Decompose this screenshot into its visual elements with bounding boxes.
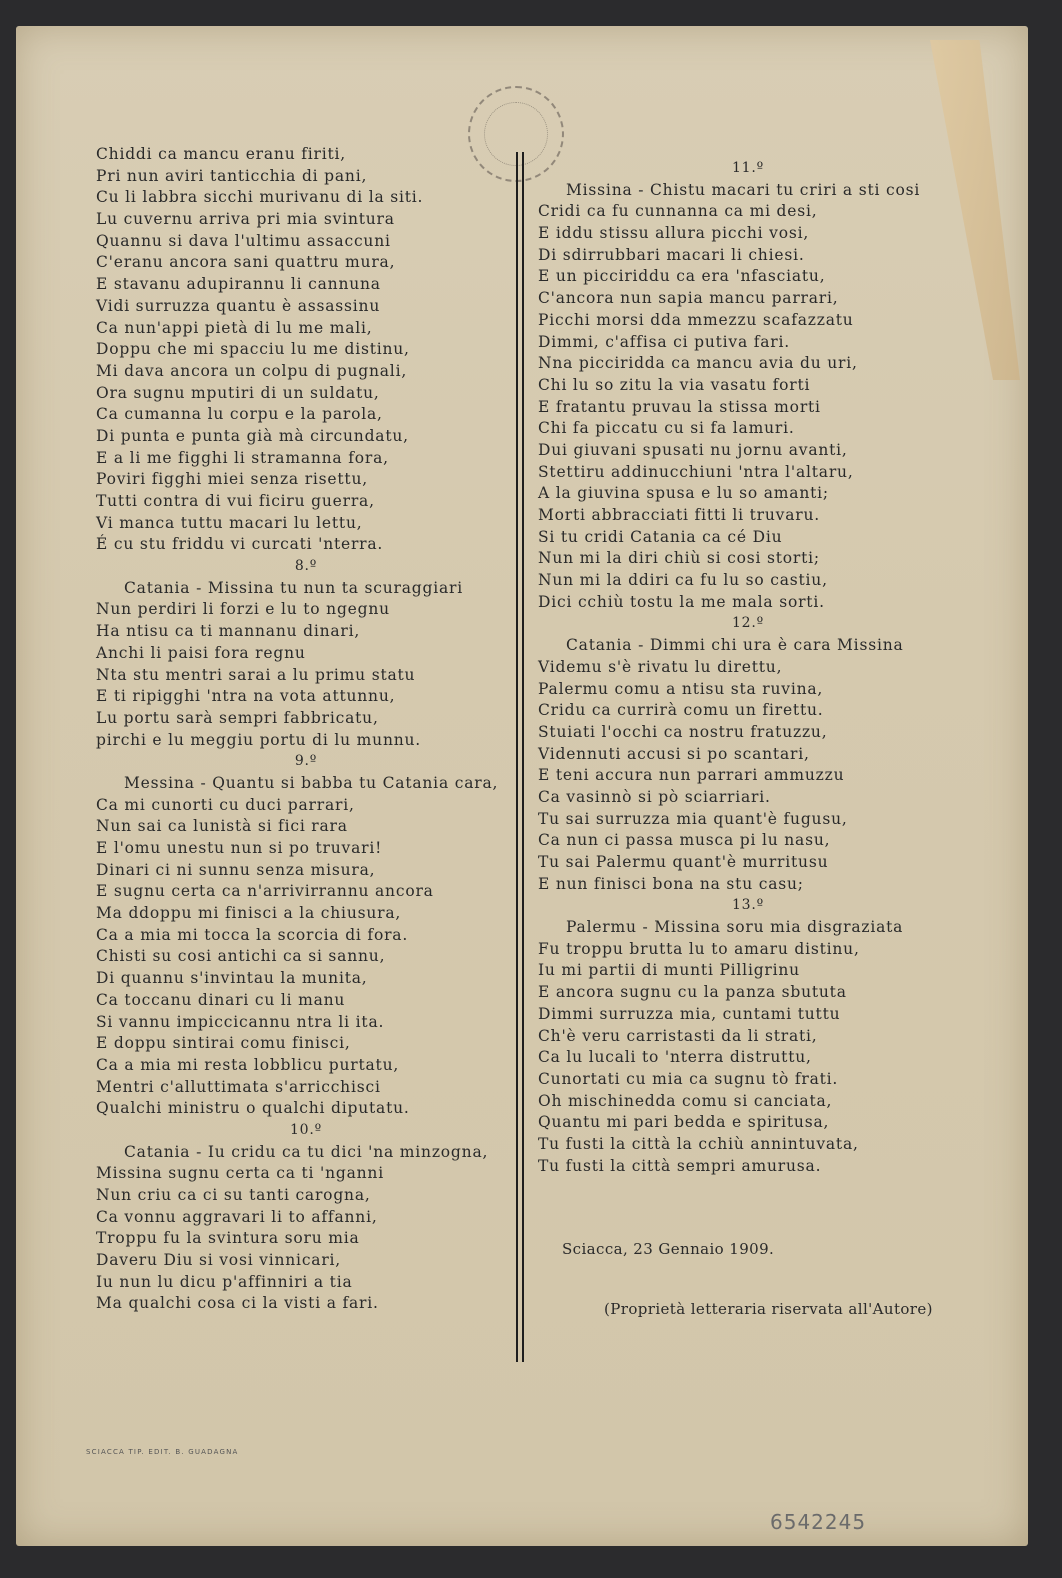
verse-line: E teni accura nun parrari ammuzzu xyxy=(538,766,845,785)
verse-line: E stavanu adupirannu li cannuna xyxy=(96,275,381,294)
verse-line: E nun finisci bona na stu casu; xyxy=(538,874,804,893)
stanza-12 xyxy=(538,635,958,895)
place-date: Sciacca, 23 Gennaio 1909. xyxy=(562,1240,775,1258)
left-column xyxy=(96,144,516,1315)
verse-line: Ca vonnu aggravari li to affanni, xyxy=(96,1207,378,1226)
verse-line: Ca lu lucali to 'nterra distruttu, xyxy=(538,1048,812,1067)
stanza-number: 10.º xyxy=(289,1121,323,1138)
verse-line: Chisti su cosi antichi ca si sannu, xyxy=(96,947,386,966)
verse-line: Nun mi la diri chiù si cosi storti; xyxy=(538,549,820,568)
verse-line: É cu stu friddu vi curcati 'nterra. xyxy=(96,535,384,554)
verse-line: Qualchi ministru o qualchi diputatu. xyxy=(96,1099,410,1118)
verse-line: Nta stu mentri sarai a lu primu statu xyxy=(96,665,416,684)
stanza-8 xyxy=(96,578,516,752)
verse-line: C'eranu ancora sani quattru mura, xyxy=(96,253,396,272)
verse-line: Tutti contra di vui ficiru guerra, xyxy=(96,492,375,510)
verse-line: Chi fa piccatu cu si fa lamuri. xyxy=(538,419,795,438)
verse-line: E a li me figghi li stramanna fora, xyxy=(96,448,389,467)
verse-line: pirchi e lu meggiu portu di lu munnu. xyxy=(96,730,422,749)
verse-line: A la giuvina spusa e lu so amanti; xyxy=(538,484,829,503)
verse-line: Missina sugnu certa ca ti 'nganni xyxy=(96,1164,384,1183)
stanza-number: 11.º xyxy=(731,160,765,176)
verse-line: Dinari ci ni sunnu senza misura, xyxy=(96,860,376,879)
verse-line: Mentri c'alluttimata s'arricchisci xyxy=(96,1077,381,1096)
verse-line: Catania - Missina tu nun ta scuraggiari xyxy=(124,578,463,597)
verse-line: Anchi li paisi fora regnu xyxy=(96,643,306,662)
verse-line: Ca nun'appi pietà di lu me mali, xyxy=(96,318,373,337)
verse-line: Cridu ca currirà comu un firettu. xyxy=(538,701,824,720)
verse-line: Fu troppu brutta lu to amaru distinu, xyxy=(538,939,860,958)
verse-line: Catania - Dimmi chi ura è cara Missina xyxy=(566,636,904,655)
verse-line: Ha ntisu ca ti mannanu dinari, xyxy=(96,622,361,641)
verse-line: Vi manca tuttu macari lu lettu, xyxy=(96,513,363,532)
verse-line: Ch'è veru carristasti da li strati, xyxy=(538,1026,818,1045)
verse-line: Ora sugnu mputiri di un suldatu, xyxy=(96,383,380,402)
verse-line: Dimmi surruzza mia, cuntami tuttu xyxy=(538,1004,841,1023)
verse-line: Ma ddoppu mi finisci a la chiusura, xyxy=(96,904,402,923)
verse-line: Mi dava ancora un colpu di pugnali, xyxy=(96,361,408,380)
verse-line: Ca a mia mi resta lobblicu purtatu, xyxy=(96,1055,400,1074)
verse-line: Iu nun lu dicu p'affinniri a tia xyxy=(96,1272,353,1291)
verse-line: Quantu mi pari bedda e spiritusa, xyxy=(538,1113,830,1132)
right-column xyxy=(538,158,958,1177)
stanza-9 xyxy=(96,773,516,1120)
verse-line: Cu li labbra sicchi murivanu di la siti. xyxy=(96,188,424,207)
verse-line: Tu sai Palermu quant'è murritusu xyxy=(538,853,829,871)
verse-line: Ma qualchi cosa ci la visti a fari. xyxy=(96,1294,379,1313)
stanza-7-tail xyxy=(96,144,516,556)
verse-line: Daveru Diu si vosi vinnicari, xyxy=(96,1251,342,1270)
verse-line: Si tu cridi Catania ca cé Diu xyxy=(538,527,783,546)
shelfmark: 6542245 xyxy=(770,1510,867,1534)
verse-line: Ca a mia mi tocca la scorcia di fora. xyxy=(96,925,409,944)
verse-line: Tu fusti la città la cchiù annintuvata, xyxy=(538,1134,859,1153)
verse-line: Tu sai surruzza mia quant'è fugusu, xyxy=(538,809,848,828)
verse-line: Stuiati l'occhi ca nostru fratuzzu, xyxy=(538,722,828,741)
verse-line: Nun mi la ddiri ca fu lu so castiu, xyxy=(538,571,828,590)
verse-line: Iu mi partii di munti Pilligrinu xyxy=(538,961,800,980)
verse-line: Dui giuvani spusati nu jornu avanti, xyxy=(538,440,848,459)
verse-line: Nun sai ca lunistà si fici rara xyxy=(96,817,348,836)
verse-line: Poviri figghi miei senza risettu, xyxy=(96,470,368,489)
verse-line: Di quannu s'invintau la munita, xyxy=(96,969,368,988)
verse-line: Ca cumanna lu corpu e la parola, xyxy=(96,405,383,424)
verse-line: Videmu s'è rivatu lu direttu, xyxy=(538,657,783,676)
verse-line: Ca mi cunorti cu duci parrari, xyxy=(96,795,355,814)
verse-line: Tu fusti la città sempri amurusa. xyxy=(538,1156,822,1175)
verse-line: E l'omu unestu nun si po truvari! xyxy=(96,839,383,857)
stanza-11 xyxy=(538,180,958,614)
verse-line: Nna picciridda ca mancu avia du uri, xyxy=(538,354,858,373)
verse-line: Vidi surruzza quantu è assassinu xyxy=(96,296,381,315)
rights-notice: (Proprietà letteraria riservata all'Autore) xyxy=(604,1300,933,1318)
verse-line: Chi lu so zitu la via vasatu forti xyxy=(538,375,811,394)
verse-line: Lu cuvernu arriva pri mia svintura xyxy=(96,210,395,229)
verse-line: E sugnu certa ca n'arrivirrannu ancora xyxy=(96,882,434,901)
verse-line: Di punta e punta già mà circundatu, xyxy=(96,426,409,445)
verse-line: Stettiru addinucchiuni 'ntra l'altaru, xyxy=(538,462,854,481)
verse-line: C'ancora nun sapia mancu parrari, xyxy=(538,289,839,308)
verse-line: Di sdirrubbari macari li chiesi. xyxy=(538,245,805,264)
verse-line: E fratantu pruvau la stissa morti xyxy=(538,397,821,416)
verse-line: Si vannu impiccicannu ntra li ita. xyxy=(96,1012,385,1031)
verse-line: Doppu che mi spacciu lu me distinu, xyxy=(96,340,410,359)
verse-line: E doppu sintirai comu finisci, xyxy=(96,1034,351,1053)
verse-line: Morti abbracciati fitti li truvaru. xyxy=(538,506,820,524)
verse-line: Chiddi ca mancu eranu firiti, xyxy=(96,145,346,163)
verse-line: Troppu fu la svintura soru mia xyxy=(96,1229,360,1248)
verse-line: Messina - Quantu si babba tu Catania cara, xyxy=(124,773,499,792)
verse-line: Ca toccanu dinari cu li manu xyxy=(96,990,346,1009)
verse-line: Catania - Iu cridu ca tu dici 'na minzogna, xyxy=(124,1142,489,1161)
verse-line: Palermu comu a ntisu sta ruvina, xyxy=(538,679,824,698)
verse-line: Nun criu ca ci su tanti carogna, xyxy=(96,1186,371,1204)
verse-line: E ti ripigghi 'ntra na vota attunnu, xyxy=(96,687,396,706)
verse-line: Pri nun aviri tanticchia di pani, xyxy=(96,166,368,185)
stanza-number: 8.º xyxy=(294,558,318,575)
stanza-13 xyxy=(538,917,958,1177)
verse-line: Palermu - Missina soru mia disgraziata xyxy=(566,918,904,937)
verse-line: E un picciriddu ca era 'nfasciatu, xyxy=(538,267,826,286)
verse-line: Quannu si dava l'ultimu assaccuni xyxy=(96,231,391,250)
stanza-number: 9.º xyxy=(294,753,318,770)
verse-line: Cridi ca fu cunnanna ca mi desi, xyxy=(538,202,818,221)
stanza-number: 13.º xyxy=(731,897,765,914)
verse-line: Oh mischinedda comu si canciata, xyxy=(538,1091,833,1110)
printer-imprint: SCIACCA TIP. EDIT. B. GUADAGNA xyxy=(86,1448,239,1456)
verse-line: Dici cchiù tostu la me mala sorti. xyxy=(538,592,825,611)
verse-line: Ca vasinnò si pò sciarriari. xyxy=(538,787,771,806)
verse-line: Missina - Chistu macari tu criri a sti cosi xyxy=(566,180,921,199)
verse-line: E iddu stissu allura picchi vosi, xyxy=(538,224,810,243)
stanza-number: 12.º xyxy=(731,615,765,632)
verse-line: Ca nun ci passa musca pi lu nasu, xyxy=(538,831,831,850)
verse-line: E ancora sugnu cu la panza sbututa xyxy=(538,983,847,1002)
verse-line: Cunortati cu mia ca sugnu tò frati. xyxy=(538,1069,839,1088)
column-divider-left xyxy=(516,152,518,1362)
verse-line: Dimmi, c'affisa ci putiva fari. xyxy=(538,332,790,351)
column-divider-right xyxy=(522,152,524,1362)
verse-line: Vidennuti accusi si po scantari, xyxy=(538,744,810,763)
verse-line: Picchi morsi dda mmezzu scafazzatu xyxy=(538,310,854,329)
verse-line: Lu portu sarà sempri fabbricatu, xyxy=(96,708,379,727)
stanza-10 xyxy=(96,1142,516,1316)
verse-line: Nun perdiri li forzi e lu to ngegnu xyxy=(96,600,390,619)
